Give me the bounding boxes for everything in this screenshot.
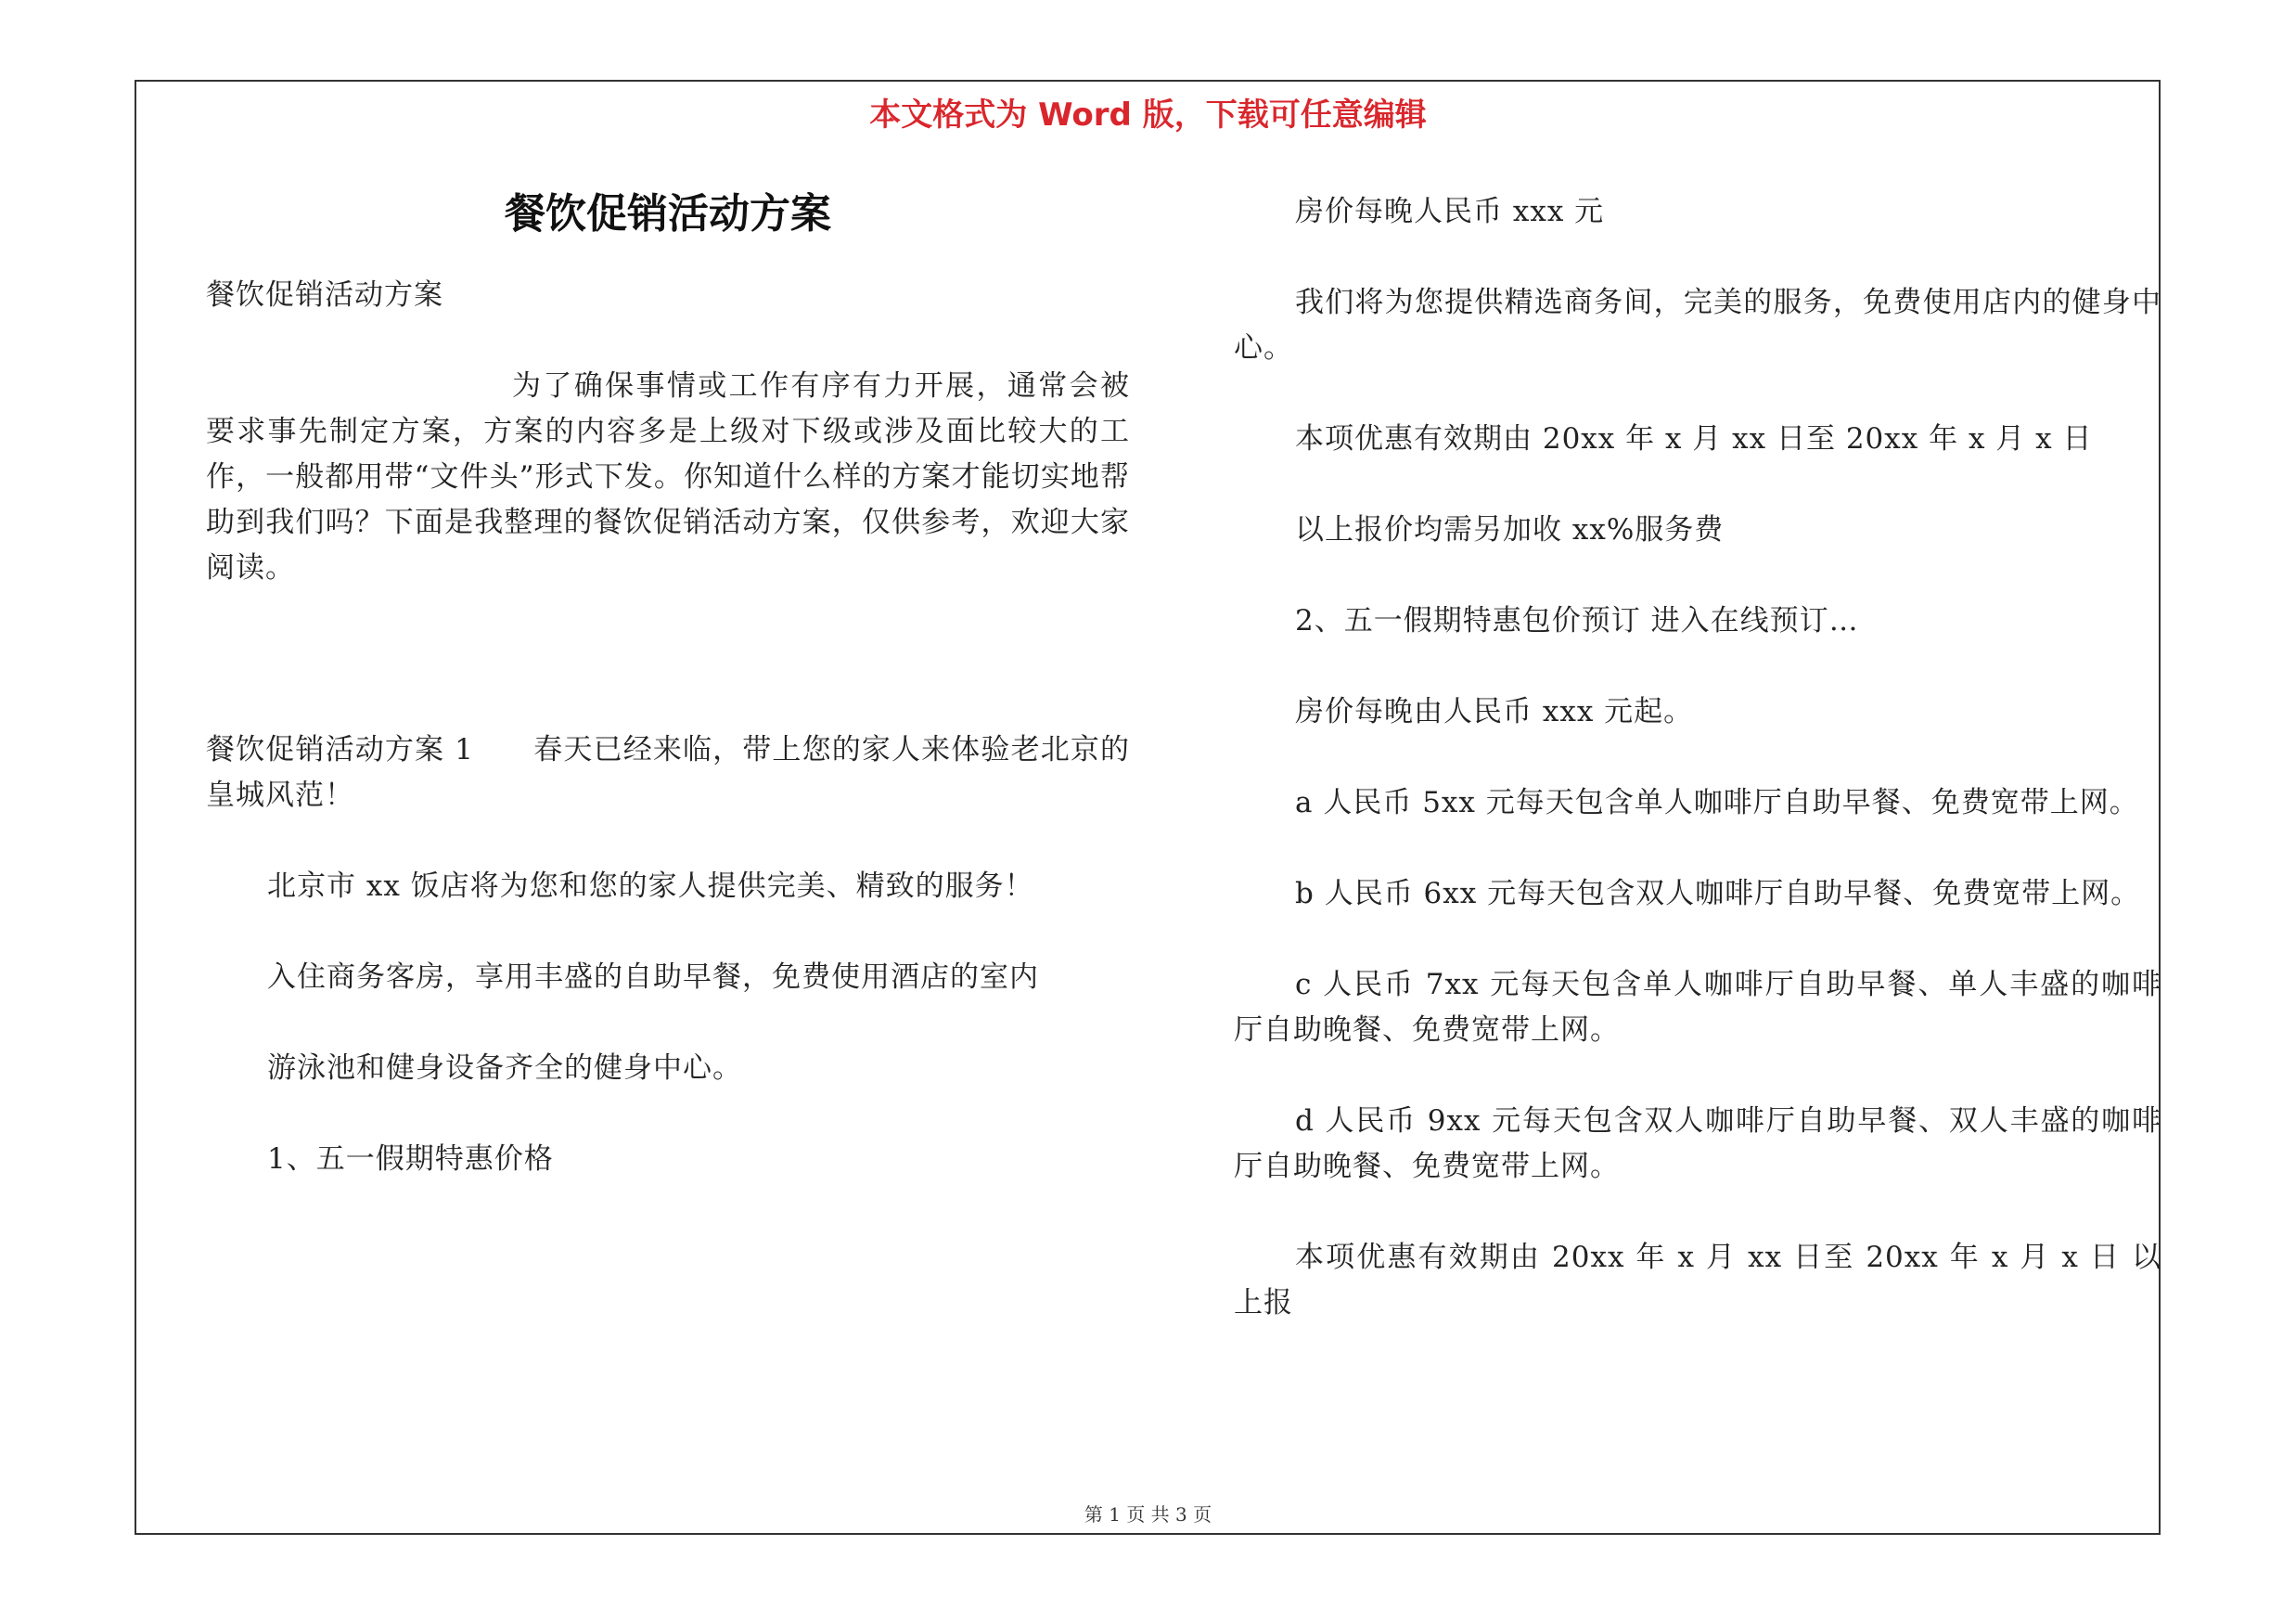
right-column <box>1234 189 2161 1372</box>
paragraph-room-b: 游泳池和健身设备齐全的健身中心。 <box>267 1051 742 1085</box>
page-footer: 第 1 页 共 3 页 <box>1084 1503 1212 1526</box>
right-para-5: 2、五一假期特惠包价预订 进入在线预订… <box>1295 604 1859 638</box>
subtitle: 餐饮促销活动方案 <box>206 278 443 312</box>
document-title: 餐饮促销活动方案 <box>505 190 831 238</box>
right-para-8: b 人民币 6xx 元每天包含双人咖啡厅自助早餐、免费宽带上网。 <box>1295 877 2141 910</box>
right-para-11: 本项优惠有效期由 20xx 年 x 月 xx 日至 20xx 年 x 月 x 日 以上报 <box>1234 1241 2161 1320</box>
right-para-4: 以上报价均需另加收 xx%服务费 <box>1295 513 1725 547</box>
right-para-2: 我们将为您提供精选商务间，完美的服务，免费使用店内的健身中心。 <box>1234 286 2161 365</box>
section-1-heading: 餐饮促销活动方案 1 春天已经来临，带上您的家人来体验老北京的皇城风范！ <box>206 733 1130 812</box>
right-para-9: c 人民币 7xx 元每天包含单人咖啡厅自助早餐、单人丰盛的咖啡厅自助晚餐、免费宽带上网。 <box>1234 968 2161 1047</box>
left-column <box>206 182 1130 1228</box>
paragraph-room-a: 入住商务客房，享用丰盛的自助早餐，免费使用酒店的室内 <box>267 960 1039 994</box>
intro-paragraph: 为了确保事情或工作有序有力开展，通常会被要求事先制定方案，方案的内容多是上级对下级或涉及面比较大的工作，一般都用带“文件头”形式下发。你知道什么样的方案才能切实地帮助到我们吗？下面是我整理的餐饮促销活动方案，仅供参考，欢迎大家阅读。 <box>206 369 1130 585</box>
right-para-1: 房价每晚人民币 xxx 元 <box>1295 195 1605 228</box>
paragraph-price-heading: 1、五一假期特惠价格 <box>267 1142 554 1176</box>
paragraph-service: 北京市 xx 饭店将为您和您的家人提供完美、精致的服务！ <box>267 869 1034 903</box>
right-para-10: d 人民币 9xx 元每天包含双人咖啡厅自助早餐、双人丰盛的咖啡厅自助晚餐、免费宽带上网。 <box>1234 1104 2161 1183</box>
spacer <box>206 637 1130 728</box>
right-para-6: 房价每晚由人民币 xxx 元起。 <box>1295 695 1694 728</box>
right-para-7: a 人民币 5xx 元每天包含单人咖啡厅自助早餐、免费宽带上网。 <box>1295 786 2139 819</box>
format-banner: 本文格式为 Word 版，下载可任意编辑 <box>869 97 1427 134</box>
right-para-3: 本项优惠有效期由 20xx 年 x 月 xx 日至 20xx 年 x 月 x 日 <box>1295 422 2093 456</box>
